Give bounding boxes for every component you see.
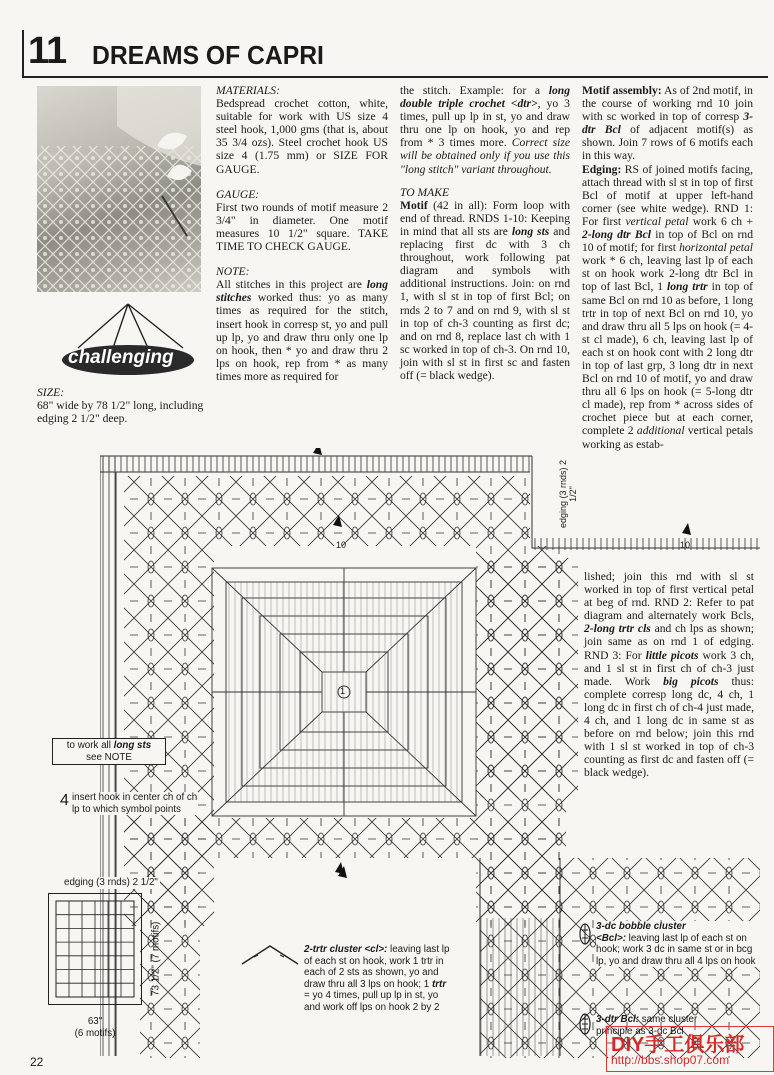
- dtr-text: same cluster principle as 3-dc Bcl: [596, 1014, 698, 1037]
- col4-text-3: work 3 ch, and 1 sl st in first ch of ch-3 just made. Work: [584, 648, 754, 688]
- callout-text-1: to work all: [66, 740, 114, 751]
- col2-text-2: , yo 3 times, pull up lp in st, yo and draw thru one lp on hook, yo and rep from * 3 times more.: [400, 97, 570, 150]
- bcl-sub: <Bcl>:: [596, 932, 626, 944]
- edging-label: Edging:: [582, 162, 622, 176]
- materials-text: Bedspread crochet cotton, white, suitable for work with US size 4 steel hook, 1,000 gms (that is, about 35 3/4 ozs). Steel crochet hook US size 4 (1.75 mm) or SIZE FOR GAUGE.: [216, 97, 388, 176]
- bedspread-photo: [37, 86, 201, 292]
- title-left-rule: [22, 30, 24, 78]
- round-10-label: 10: [336, 540, 347, 550]
- schematic-right-label: 73 1/2" (7 motifs): [150, 921, 162, 996]
- note-heading: NOTE:: [216, 265, 250, 279]
- column-1: [216, 84, 388, 391]
- to-make-heading: TO MAKE: [400, 185, 450, 199]
- callout-bold: long sts: [113, 740, 152, 751]
- dtr-bcl-symbol: [578, 1012, 592, 1036]
- page-title: DREAMS OF CAPRI: [92, 40, 324, 70]
- title-rule: [22, 76, 768, 78]
- page-number: 22: [30, 1055, 44, 1069]
- col4-text-1: lished; join this rnd with sl st worked in top of first vertical petal at beg of rnd. RND 2: Refer to pat diagram and alternately work Bcls,: [584, 570, 754, 623]
- edging-side-label: [548, 454, 582, 534]
- note-bold: long stitches: [216, 278, 388, 305]
- edging-text-2: work 6 ch +: [688, 214, 753, 228]
- trtr-text: leaving last lp of each st on hook, work 1 trtr in each of 2 sts as shown, yo and draw thru all 3 lps on hook; 1: [304, 944, 450, 990]
- column-2: [400, 84, 570, 382]
- edging-italic-2: horizontal petal: [679, 241, 753, 255]
- note-text-2: worked thus: yo as many times as required for the stitch, insert hook in corresp st, yo and pull up lp, yo and draw thru only one lp on hook, then * yo and draw thru 2 lps on hook, rep from * as many times more as required for: [216, 291, 388, 383]
- trtr-bold: trtr: [431, 978, 447, 990]
- edging-bold-2: long trtr: [667, 280, 708, 294]
- insert-hook-symbol: 4: [60, 792, 69, 809]
- trtr-cluster-symbol: [240, 940, 300, 970]
- trtr-title: 2-trtr cluster <cl>:: [304, 944, 388, 955]
- pattern-number: 11: [28, 30, 67, 72]
- col4-bold-3: big picots: [663, 674, 719, 688]
- bobble-cluster-symbol: [578, 922, 592, 946]
- size-text: 68" wide by 78 1/2" long, including edging 2 1/2" deep.: [37, 399, 204, 426]
- bobble-cluster-legend: [596, 921, 764, 967]
- long-sts-callout: [52, 738, 166, 765]
- trtr-text-2: = yo 4 times, pull up lp in st, yo and work off lps on hook 2 by 2: [304, 990, 440, 1013]
- column-3: [582, 84, 753, 459]
- col2-bold-1: long double triple crochet <dtr>: [400, 84, 570, 111]
- badge-label: challenging: [68, 347, 174, 368]
- bcl-title: 3-dc bobble cluster: [596, 921, 686, 932]
- dtr-title: 3-dtr Bcl:: [596, 1014, 640, 1025]
- size-heading: SIZE:: [37, 386, 65, 399]
- col2-italic-1: Correct size will be obtained only if you use this "long stitch" variant throughout.: [400, 136, 570, 176]
- edging-bold-1: 2-long dtr Bcl: [582, 228, 651, 242]
- difficulty-badge: [58, 300, 198, 380]
- note-text-1: All stitches in this project are: [216, 278, 367, 292]
- watermark-title: DIY手工俱乐部: [611, 1034, 745, 1056]
- schematic-bottom-label: [60, 1016, 130, 1039]
- edging-text-6: vertical petals working as estab-: [582, 424, 753, 451]
- assembly-text-2: of adjacent motif(s) as shown. Join 7 rows of 6 motifs each in this way.: [582, 123, 754, 163]
- motif-bold-1: long sts: [511, 224, 550, 238]
- edging-vertical-text: edging (3 rnds) 2 1/2": [558, 454, 578, 534]
- trtr-cluster-legend: [304, 944, 450, 1013]
- col4-bold-2: little picots: [645, 648, 699, 662]
- bcl-text: leaving last lp of each st on hook; work 3 dc in same st or in bcg lp, yo and draw thru all 4 lps on hook: [596, 932, 756, 967]
- site-watermark: [606, 1026, 774, 1072]
- schematic-width: 63": [87, 1016, 103, 1027]
- assembly-label: Motif assembly:: [582, 84, 662, 97]
- col4-text-2: and ch lps as shown; join same as on rnd 1 of edging. RND 3: For: [584, 622, 755, 662]
- column-4: [584, 570, 754, 780]
- motif-label: Motif: [400, 198, 428, 212]
- schematic-right-label-box: [150, 905, 162, 1015]
- edging-italic-1: vertical petal: [625, 214, 689, 228]
- gauge-text: First two rounds of motif measure 2 3/4" in diameter. One motif measures 10 1/2" square. TAKE TIME TO CHECK GAUGE.: [216, 200, 388, 254]
- assembly-bold: 3-dtr Bcl: [582, 110, 753, 137]
- col4-bold-1: 2-long trtr cls: [584, 622, 651, 636]
- round-1-label: 1: [340, 686, 346, 696]
- edging-italic-3: additional: [636, 424, 685, 438]
- motif-text-1: (42 in all): Form loop with end of thread. RNDS 1-10: Keeping in mind that all sts are: [400, 198, 570, 238]
- edging-text-3: in top of Bcl on rnd 10 of motif; for first: [582, 228, 753, 255]
- watermark-url: http://bbs.shop07.com: [611, 1053, 730, 1067]
- insert-hook-note: [58, 792, 198, 815]
- gauge-heading: GAUGE:: [216, 187, 260, 201]
- materials-heading: MATERIALS:: [216, 84, 280, 97]
- schematic-top-label: edging (3 rnds) 2 1/2": [64, 877, 158, 888]
- assembly-text-1: As of 2nd motif, in the course of working rnd 10 join with sc worked in top of corresp: [582, 84, 753, 124]
- col4-text-4: thus: complete corresp long dc, 4 ch, 1 long dc in first ch of ch-4 just made, 4 ch, and 1 long dc in same st as before on rnd below; join this rnd with 1 sl st worked in top of ch-3 counting as first dc and fasten off (= black wedge).: [584, 674, 754, 780]
- schematic-motif-count: (6 motifs): [74, 1027, 116, 1039]
- col2-text-1: the stitch. Example: for a: [400, 84, 549, 97]
- round-10-label-2: 10: [680, 540, 691, 550]
- edging-text-1: RS of joined motifs facing, attach thread with sl st in top of first Bcl of motif at upper left-hand corner (see white wedge). RND 1: For first: [582, 162, 753, 228]
- size-section: [37, 386, 205, 425]
- edging-text-4: work * 6 ch, leaving last lp of each st on hook work 2-long dtr Bcl in top of last Bcl, 1: [582, 254, 753, 294]
- insert-hook-text: insert hook in center ch of ch lp to which symbol points: [72, 792, 198, 815]
- callout-text-2: see NOTE: [86, 751, 132, 763]
- edging-text-5: in top of same Bcl on rnd 10 as before, 1 long trtr in top of next Bcl on rnd 10, yo and draw thru all 5 lps on hook (= 4-st cl made), 6 ch, leaving last lp of each st on hook cont with 2 long dtr in top of last grp, 3 long dtr in next Bcl on rnd 10 of motif, yo and draw thru all 6 lps on hook (= 5-long dtr cl made), rep from * across sides of crochet piece but at each corner, complete 2: [582, 280, 753, 438]
- bedspread-schematic: [48, 893, 142, 1005]
- motif-text-2: and replacing first dc with 3 ch throughout, work following pat diagram and symbols with additional instructions. Join: on rnd 1, with sl st in top of first Bcl; on rnds 2 to 7 and on rnd 9, with sl st in top of ch-3 counting as first dc; and on rnd 8, replace last ch with 1 sc worked in top of ch-3. On rnd 10, join with sl st in first sc and fasten off (= black wedge).: [400, 224, 570, 382]
